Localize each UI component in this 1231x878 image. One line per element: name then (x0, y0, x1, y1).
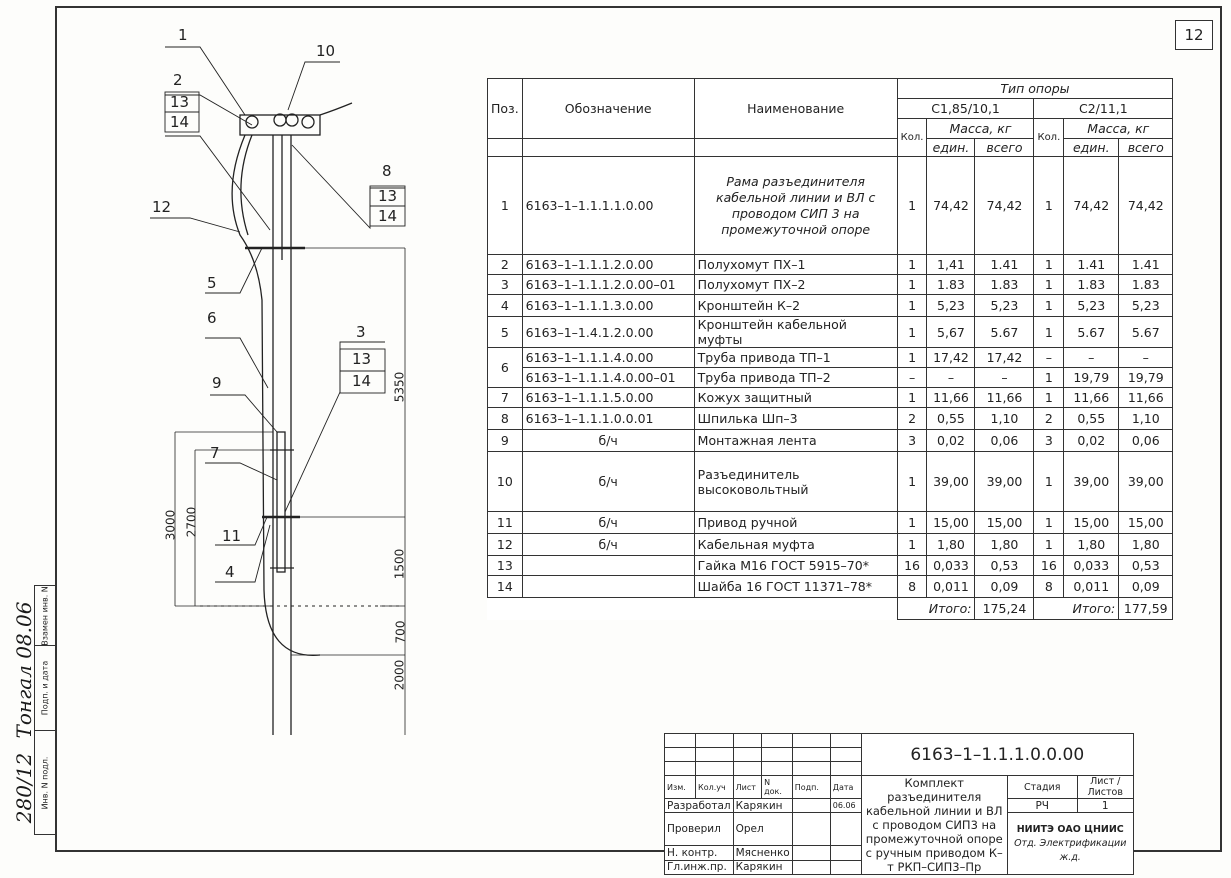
cell-t2: 0,53 (1119, 556, 1173, 576)
header-unit2: един. (1064, 139, 1119, 157)
cell-name: Шпилька Шп–3 (694, 408, 897, 430)
sheet-label: Лист (1090, 776, 1115, 787)
org-dept: Отд. Электрификации ж.д. (1014, 837, 1127, 863)
dimension-700: 700 (393, 620, 408, 644)
cell-q1: 1 (897, 348, 927, 368)
callout-7: 7 (210, 444, 220, 462)
cell-name: Рама разъединителя кабельной линии и ВЛ с проводом СИП 3 на промежуточной опоре (694, 157, 897, 255)
cell-des: 6163–1–1.1.1.4.0.00 (522, 348, 694, 368)
cell-q2: 1 (1034, 534, 1064, 556)
name-0: Карякин (733, 799, 792, 813)
doc-code: 6163–1–1.1.1.0.0.00 (861, 734, 1133, 776)
cell-pos: 2 (488, 255, 523, 275)
cell-t2: 1,80 (1119, 534, 1173, 556)
table-row (488, 534, 1173, 556)
cell-u2: 0,011 (1064, 576, 1119, 598)
table-row (488, 512, 1173, 534)
cell-u1: 0,011 (927, 576, 975, 598)
cell-t1: 5,23 (975, 295, 1034, 317)
header-name: Наименование (694, 79, 897, 139)
date-0: 06.06 (830, 799, 861, 813)
strip-label-replace: Взамен инв. N (40, 585, 50, 646)
handwritten-sign: Тонгал 08.06 (12, 601, 36, 739)
sheet-number: 12 (1175, 20, 1213, 50)
cell-name: Полухомут ПХ–2 (694, 275, 897, 295)
cell-q2: 3 (1034, 430, 1064, 452)
total-label-1: Итого: (897, 598, 975, 620)
cell-q1: 8 (897, 576, 927, 598)
cell-u2: 1,80 (1064, 534, 1119, 556)
cell-q1: 1 (897, 295, 927, 317)
cell-q1: 1 (897, 275, 927, 295)
cell-q2: 1 (1034, 295, 1064, 317)
cell-t1: 39,00 (975, 452, 1034, 512)
cell-t2: 1.41 (1119, 255, 1173, 275)
cell-u1: 5,67 (927, 317, 975, 348)
callout-4: 4 (225, 563, 235, 581)
cell-u1: 0,55 (927, 408, 975, 430)
cell-q1: 1 (897, 534, 927, 556)
cell-pos: 5 (488, 317, 523, 348)
role-1: Проверил (665, 813, 734, 846)
cell-des: б/ч (522, 430, 694, 452)
callout-13b: 13 (378, 187, 398, 205)
table-row (488, 157, 1173, 255)
doc-title: Комплект разъединителя кабельной линии и ВЛ с проводом СИП3 на промежуточной опоре с ручным приводом К–т РКП–СИП3–Пр (861, 776, 1007, 875)
cell-u1: – (927, 368, 975, 388)
callout-14c: 14 (352, 372, 372, 390)
cell-t2: 0,09 (1119, 576, 1173, 598)
table-row (488, 556, 1173, 576)
cell-name: Гайка М16 ГОСТ 5915–70* (694, 556, 897, 576)
cell-q1: 1 (897, 452, 927, 512)
cell-name: Полухомут ПХ–1 (694, 255, 897, 275)
cell-q2: 1 (1034, 452, 1064, 512)
header-total1: всего (975, 139, 1034, 157)
callout-14a: 14 (170, 113, 190, 131)
cell-q1: 1 (897, 388, 927, 408)
cell-t2: 15,00 (1119, 512, 1173, 534)
cell-pos: 11 (488, 512, 523, 534)
header-qty2: Кол. (1034, 119, 1064, 157)
cell-u1: 11,66 (927, 388, 975, 408)
cell-des: 6163–1–1.1.1.1.0.00 (522, 157, 694, 255)
cell-q2: 16 (1034, 556, 1064, 576)
dimension-3000: 3000 (163, 509, 178, 541)
cell-des: 6163–1–1.1.1.2.0.00–01 (522, 275, 694, 295)
cell-u1: 0,02 (927, 430, 975, 452)
callout-6: 6 (207, 309, 217, 327)
cell-q1: 1 (897, 317, 927, 348)
col-kolich: Кол.уч (696, 776, 734, 799)
cell-des: 6163–1–1.1.1.0.0.01 (522, 408, 694, 430)
cell-u2: 5.67 (1064, 317, 1119, 348)
cell-q2: 2 (1034, 408, 1064, 430)
header-type2: С2/11,1 (1034, 99, 1173, 119)
cell-t2: 1,10 (1119, 408, 1173, 430)
cell-u2: 11,66 (1064, 388, 1119, 408)
cell-name: Монтажная лента (694, 430, 897, 452)
callout-11: 11 (222, 527, 242, 545)
callout-5: 5 (207, 274, 217, 292)
dimension-2000: 2000 (392, 659, 407, 691)
cell-t2: 5.67 (1119, 317, 1173, 348)
table-row (488, 275, 1173, 295)
cell-pos: 12 (488, 534, 523, 556)
cell-des: 6163–1–1.1.1.2.0.00 (522, 255, 694, 275)
cell-u2: 19,79 (1064, 368, 1119, 388)
cell-u2: 0,033 (1064, 556, 1119, 576)
cell-t1: 0,09 (975, 576, 1034, 598)
cell-des: 6163–1–1.4.1.2.0.00 (522, 317, 694, 348)
cell-q2: 1 (1034, 512, 1064, 534)
cell-u1: 1,41 (927, 255, 975, 275)
dimension-1500: 1500 (392, 548, 407, 580)
stage-value: РЧ (1007, 799, 1077, 813)
cell-t2: 1.83 (1119, 275, 1173, 295)
name-4: Карякин (733, 860, 792, 874)
table-row (488, 317, 1173, 348)
cell-name: Кронштейн К–2 (694, 295, 897, 317)
handwritten-inv: 280/12 (12, 752, 36, 823)
cell-pos: 14 (488, 576, 523, 598)
strip-label-sign: Подп. и дата (40, 660, 50, 716)
dimension-5350: 5350 (392, 371, 407, 403)
sheets-label: Листов (1087, 787, 1123, 798)
cell-u1: 0,033 (927, 556, 975, 576)
callout-8: 8 (382, 162, 392, 180)
name-1: Орел (733, 813, 792, 846)
callout-12: 12 (152, 198, 172, 216)
cell-u2: 0,55 (1064, 408, 1119, 430)
cell-q1: 1 (897, 512, 927, 534)
cell-t2: 5,23 (1119, 295, 1173, 317)
cell-name: Труба привода ТП–1 (694, 348, 897, 368)
cell-q2: 1 (1034, 317, 1064, 348)
cell-des (522, 556, 694, 576)
col-data: Дата (830, 776, 861, 799)
org-name: НИИТЭ ОАО ЦНИИС (1016, 823, 1124, 835)
cell-q2: 1 (1034, 255, 1064, 275)
cell-pos: 13 (488, 556, 523, 576)
cell-q1: 16 (897, 556, 927, 576)
cell-pos: 4 (488, 295, 523, 317)
total-label-2: Итого: (1034, 598, 1119, 620)
cell-t1: 17,42 (975, 348, 1034, 368)
callout-13a: 13 (170, 93, 190, 111)
title-block (664, 733, 1134, 875)
cell-t1: 1.83 (975, 275, 1034, 295)
cell-u2: 74,42 (1064, 157, 1119, 255)
cell-u1: 39,00 (927, 452, 975, 512)
cell-t2: 74,42 (1119, 157, 1173, 255)
col-podp: Подп. (792, 776, 830, 799)
cell-q2: 1 (1034, 275, 1064, 295)
total-2: 177,59 (1119, 598, 1173, 620)
cell-q2: 8 (1034, 576, 1064, 598)
specification-body (488, 157, 1173, 598)
cell-u2: 0,02 (1064, 430, 1119, 452)
cell-u1: 1,80 (927, 534, 975, 556)
total-1: 175,24 (975, 598, 1034, 620)
header-qty1: Кол. (897, 119, 927, 157)
table-row (488, 430, 1173, 452)
header-support-type: Тип опоры (897, 79, 1173, 99)
cell-u1: 74,42 (927, 157, 975, 255)
cell-t2: – (1119, 348, 1173, 368)
cell-u2: 39,00 (1064, 452, 1119, 512)
cell-pos: 10 (488, 452, 523, 512)
name-2: Мясненко (733, 846, 792, 860)
cell-q1: 1 (897, 157, 927, 255)
cell-pos: 7 (488, 388, 523, 408)
strip-label-inv: Инв. N подл. (40, 756, 50, 809)
callout-2: 2 (173, 71, 183, 89)
table-row (488, 408, 1173, 430)
callout-9: 9 (212, 374, 222, 392)
cell-des: 6163–1–1.1.1.4.0.00–01 (522, 368, 694, 388)
table-row (488, 348, 1173, 368)
cell-des: 6163–1–1.1.1.5.0.00 (522, 388, 694, 408)
table-row (488, 576, 1173, 598)
cell-name: Разъединитель высоковольтный (694, 452, 897, 512)
cell-t1: 1.41 (975, 255, 1034, 275)
cell-q2: – (1034, 348, 1064, 368)
cell-u1: 5,23 (927, 295, 975, 317)
cell-t1: 0,53 (975, 556, 1034, 576)
cell-u1: 1.83 (927, 275, 975, 295)
role-4: Гл.инж.пр. (665, 860, 734, 874)
cell-t1: 5.67 (975, 317, 1034, 348)
cell-t1: 1,80 (975, 534, 1034, 556)
cell-pos: 8 (488, 408, 523, 430)
header-unit1: един. (927, 139, 975, 157)
col-list: Лист (733, 776, 761, 799)
dimension-2700: 2700 (184, 506, 199, 538)
cell-u2: – (1064, 348, 1119, 368)
cell-q2: 1 (1034, 368, 1064, 388)
cell-q1: 3 (897, 430, 927, 452)
header-mass1: Масса, кг (927, 119, 1034, 139)
cell-t1: 11,66 (975, 388, 1034, 408)
stage-label: Стадия (1007, 776, 1077, 799)
table-row (488, 255, 1173, 275)
cell-q2: 1 (1034, 157, 1064, 255)
cell-pos: 1 (488, 157, 523, 255)
cell-t2: 11,66 (1119, 388, 1173, 408)
specification-table (487, 78, 1173, 620)
callout-13c: 13 (352, 350, 372, 368)
cell-t1: 0,06 (975, 430, 1034, 452)
callout-14b: 14 (378, 207, 398, 225)
cell-name: Труба привода ТП–2 (694, 368, 897, 388)
cell-pos: 6 (488, 348, 523, 388)
cell-u2: 1.83 (1064, 275, 1119, 295)
cell-u2: 5,23 (1064, 295, 1119, 317)
table-row (488, 295, 1173, 317)
cell-name: Кабельная муфта (694, 534, 897, 556)
sheet-label-row: Лист / Листов (1077, 776, 1133, 799)
cell-u2: 15,00 (1064, 512, 1119, 534)
role-0: Разработал (665, 799, 734, 813)
table-row (488, 388, 1173, 408)
cell-t1: 15,00 (975, 512, 1034, 534)
cell-t2: 0,06 (1119, 430, 1173, 452)
cell-t1: – (975, 368, 1034, 388)
callout-1: 1 (178, 26, 188, 44)
cell-q2: 1 (1034, 388, 1064, 408)
cell-q1: – (897, 368, 927, 388)
cell-name: Кронштейн кабельной муфты (694, 317, 897, 348)
role-2: Н. контр. (665, 846, 734, 860)
cell-t2: 19,79 (1119, 368, 1173, 388)
callout-10: 10 (316, 42, 336, 60)
cell-q1: 2 (897, 408, 927, 430)
cell-pos: 3 (488, 275, 523, 295)
cell-des: б/ч (522, 512, 694, 534)
sheets-value: 1 (1077, 799, 1133, 813)
col-ndok: N док. (762, 776, 793, 799)
header-total2: всего (1119, 139, 1173, 157)
cell-u1: 17,42 (927, 348, 975, 368)
cell-name: Шайба 16 ГОСТ 11371–78* (694, 576, 897, 598)
cell-name: Привод ручной (694, 512, 897, 534)
header-designation: Обозначение (522, 79, 694, 139)
organization (1007, 813, 1133, 875)
cell-t1: 74,42 (975, 157, 1034, 255)
cell-q1: 1 (897, 255, 927, 275)
cell-u2: 1.41 (1064, 255, 1119, 275)
cell-des: б/ч (522, 534, 694, 556)
header-type1: С1,85/10,1 (897, 99, 1034, 119)
col-izm: Изм. (665, 776, 696, 799)
cell-t1: 1,10 (975, 408, 1034, 430)
table-row (488, 452, 1173, 512)
header-pos: Поз. (488, 79, 523, 139)
header-mass2: Масса, кг (1064, 119, 1173, 139)
cell-u1: 15,00 (927, 512, 975, 534)
callout-3: 3 (356, 323, 366, 341)
cell-des: б/ч (522, 452, 694, 512)
cell-t2: 39,00 (1119, 452, 1173, 512)
cell-pos: 9 (488, 430, 523, 452)
table-row (488, 368, 1173, 388)
cell-name: Кожух защитный (694, 388, 897, 408)
cell-des (522, 576, 694, 598)
cell-des: 6163–1–1.1.1.3.0.00 (522, 295, 694, 317)
